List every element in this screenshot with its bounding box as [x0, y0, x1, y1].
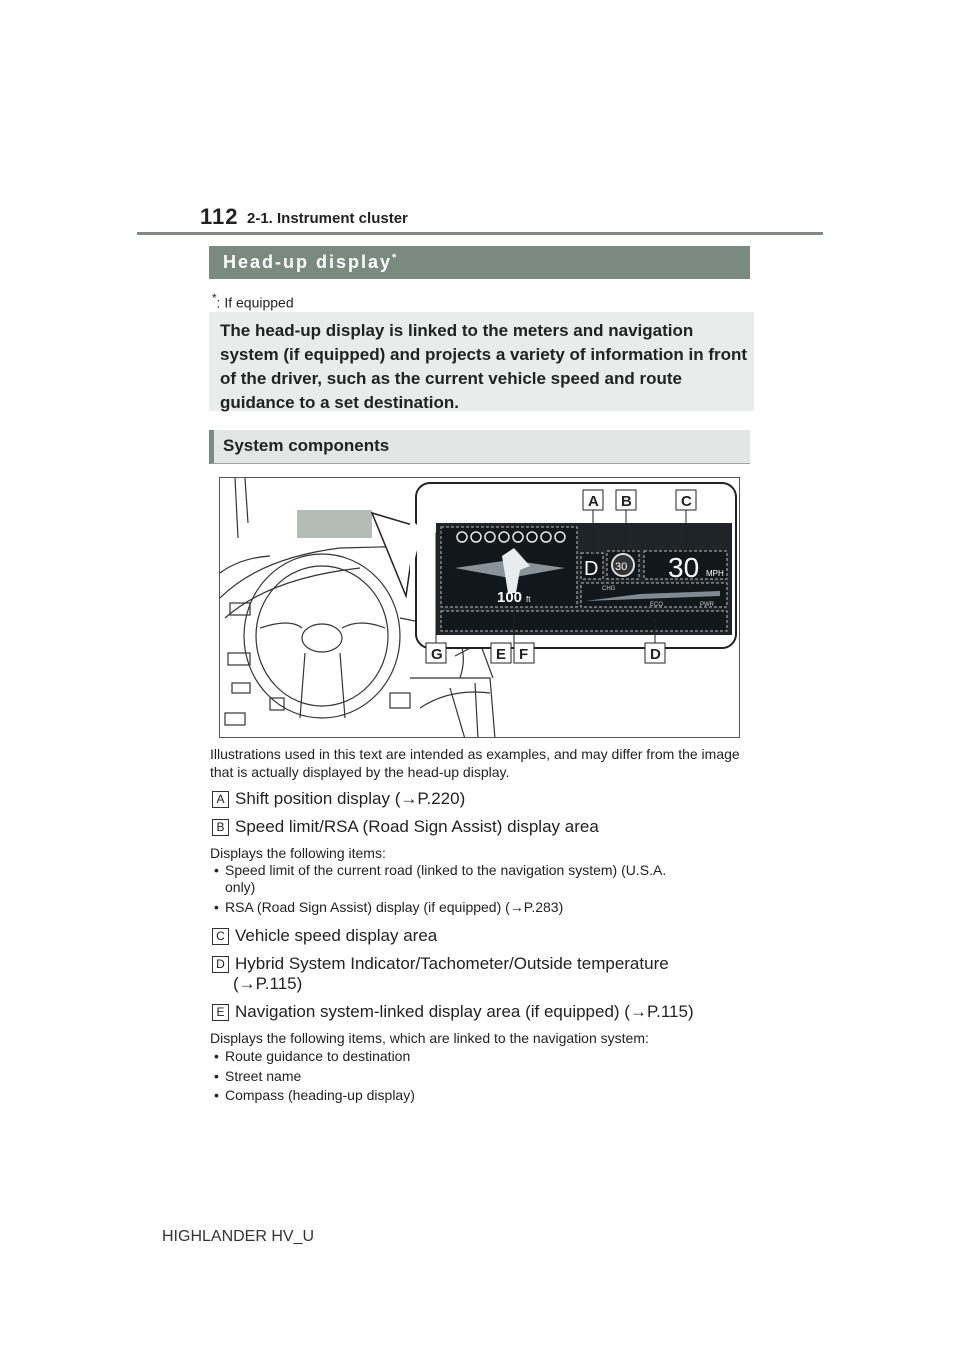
hud-speed-unit: MPH — [706, 569, 724, 578]
callout-g: G — [431, 646, 443, 663]
item-e-bullet: • Street name — [214, 1068, 302, 1084]
item-e: E Navigation system-linked display area (if equipped) (→P.115) — [212, 1002, 694, 1022]
section-title: 2-1. Instrument cluster — [247, 210, 408, 227]
hud-speed-limit: 30 — [615, 561, 628, 573]
subheading-text: System components — [223, 436, 390, 455]
item-e-bullet: • Compass (heading-up display) — [214, 1087, 415, 1103]
hud-illustration — [219, 477, 740, 738]
callout-a: A — [588, 493, 599, 510]
intro-box — [209, 312, 754, 411]
hud-speed: 30 — [668, 552, 700, 583]
item-b-bullet-cont: only) — [225, 879, 256, 895]
item-b: B Speed limit/RSA (Road Sign Assist) display area — [212, 817, 599, 837]
page-number: 112 — [200, 204, 239, 229]
hud-gear: D — [584, 558, 599, 580]
hud-distance: 100 — [497, 589, 523, 606]
callout-c: C — [681, 493, 692, 510]
callout-b: B — [621, 493, 632, 510]
dashboard-drawing — [220, 478, 740, 738]
footer-model: HIGHLANDER HV_U — [162, 1228, 315, 1245]
callout-d: D — [650, 646, 661, 663]
illustration-caption: Illustrations used in this text are intended as examples, and may differ from the image that is actually displayed by the head-up display. — [210, 746, 740, 780]
banner-title: Head-up display* — [223, 252, 399, 272]
item-b-desc: Displays the following items: — [210, 845, 386, 861]
item-c: C Vehicle speed display area — [212, 926, 437, 946]
item-e-bullet: • Route guidance to destination — [214, 1048, 411, 1064]
hud-pwr: PWR — [700, 602, 714, 608]
item-d: D Hybrid System Indicator/Tachometer/Outside temperature — [212, 954, 669, 974]
item-d-ref: (→P.115) — [233, 974, 303, 993]
callout-f: F — [519, 646, 529, 663]
item-e-desc: Displays the following items, which are linked to the navigation system: — [210, 1030, 649, 1046]
hud-distance-unit: ft — [526, 595, 531, 604]
item-b-bullet: • RSA (Road Sign Assist) display (if equipped) (→P.283) — [214, 899, 564, 915]
header-rule — [137, 232, 823, 235]
footnote: *: If equipped — [212, 292, 294, 311]
item-b-bullet: • Speed limit of the current road (linked to the navigation system) (U.S.A. — [214, 862, 667, 878]
hud-eco: ECO — [650, 602, 664, 608]
hud-chg: CHG — [602, 586, 616, 592]
item-a: A Shift position display (→P.220) — [212, 789, 465, 809]
subheading — [209, 430, 750, 464]
intro-text: The head-up display is linked to the meters and navigation system (if equipped) and projects a variety of information in front of the driver, such as the current vehicle speed and route guidance to a set destination. — [220, 321, 748, 412]
title-banner — [209, 246, 750, 279]
callout-e: E — [496, 646, 507, 663]
